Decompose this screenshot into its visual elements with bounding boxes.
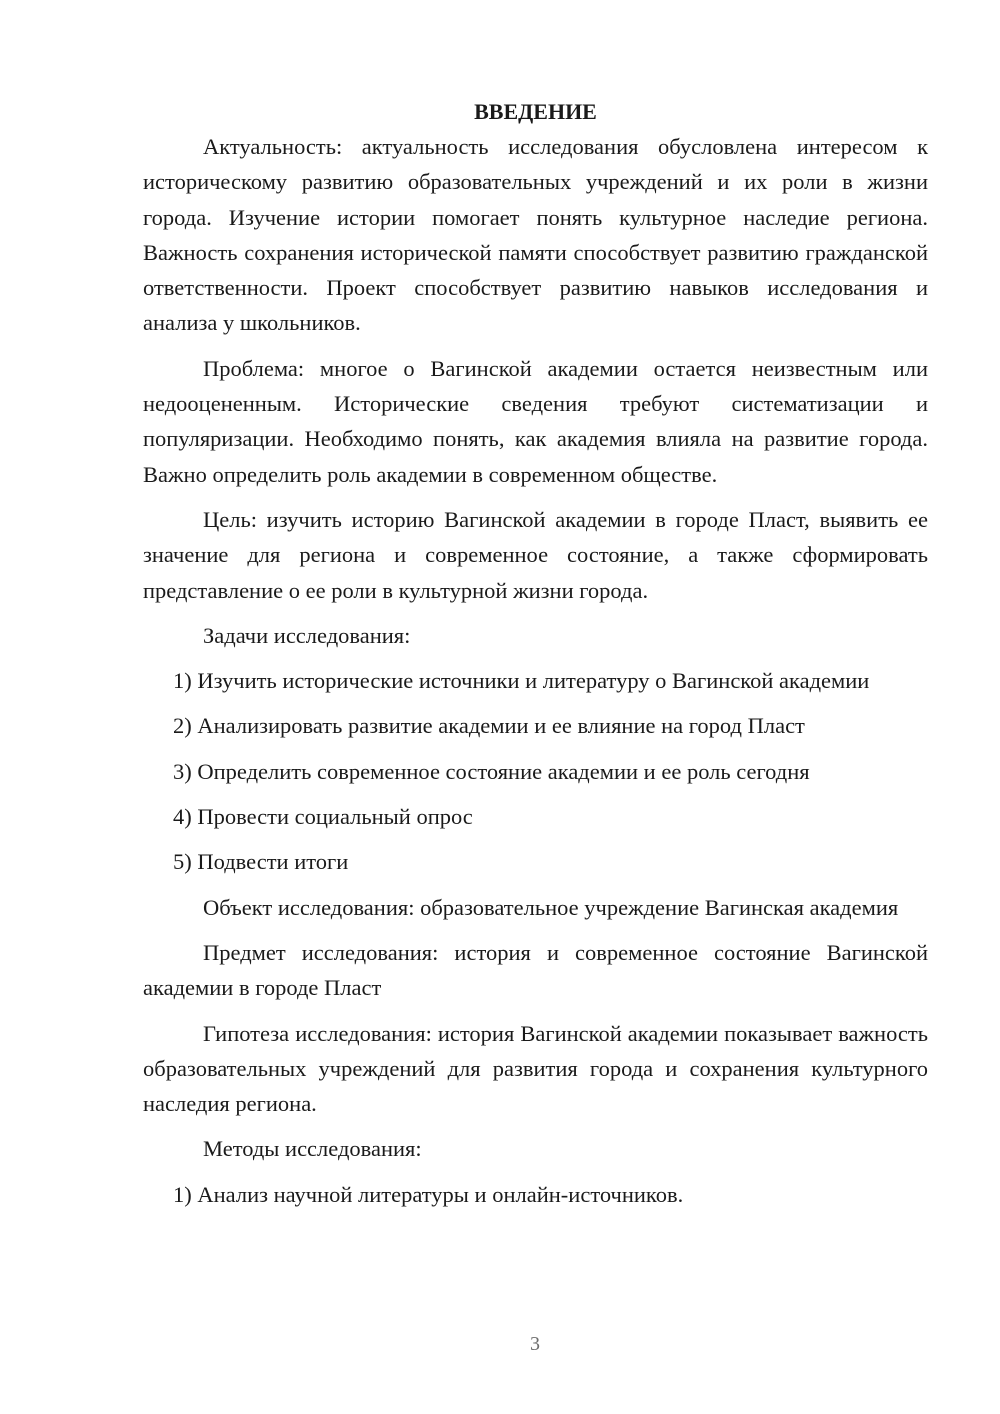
methods-title: Методы исследования:: [203, 1136, 422, 1162]
section-heading: ВВЕДЕНИЕ: [474, 99, 597, 124]
task-item-4: 4) Провести социальный опрос: [173, 804, 473, 830]
hypothesis-paragraph: Гипотеза исследования: история Вагинской академии показывает важность образовательных учреждений для развития города и сохранения культурного наследия региона.: [143, 1020, 928, 1117]
relevance-paragraph: Актуальность: актуальность исследования обусловлена интересом к историческому развитию образовательных учреждений и их роли в жизни города. Изучение истории помогает понять культурное наследие региона. Важность сохранения исторической памяти способствует развитию гражданской ответственности. Проект способствует развитию навыков исследования и анализа у школьников.: [143, 134, 928, 336]
problem-paragraph: Проблема: многое о Вагинской академии остается неизвестным или недооцененным. Исторические сведения требуют систематизации и популяризации. Необходимо понять, как академия влияла на развитие города. Важно определить роль академии в современном обществе.: [143, 355, 928, 487]
object-paragraph: Объект исследования: образовательное учреждение Вагинская академия: [203, 894, 899, 920]
task-item-2: 2) Анализировать развитие академии и ее влияние на город Пласт: [173, 713, 805, 739]
task-item-5: 5) Подвести итоги: [173, 849, 349, 875]
subject-paragraph: Предмет исследования: история и современное состояние Вагинской академии в городе Пласт: [143, 939, 928, 1001]
task-item-1: 1) Изучить исторические источники и литературу о Вагинской академии: [173, 668, 870, 694]
tasks-title: Задачи исследования:: [203, 622, 411, 648]
method-item-1: 1) Анализ научной литературы и онлайн-источников.: [173, 1181, 684, 1207]
task-item-3: 3) Определить современное состояние академии и ее роль сегодня: [173, 758, 810, 784]
document-body: [143, 94, 928, 1222]
page-number: 3: [530, 1333, 540, 1355]
goal-paragraph: Цель: изучить историю Вагинской академии в городе Пласт, выявить ее значение для региона и современное состояние, а также сформировать представление о ее роли в культурной жизни города.: [143, 506, 928, 603]
